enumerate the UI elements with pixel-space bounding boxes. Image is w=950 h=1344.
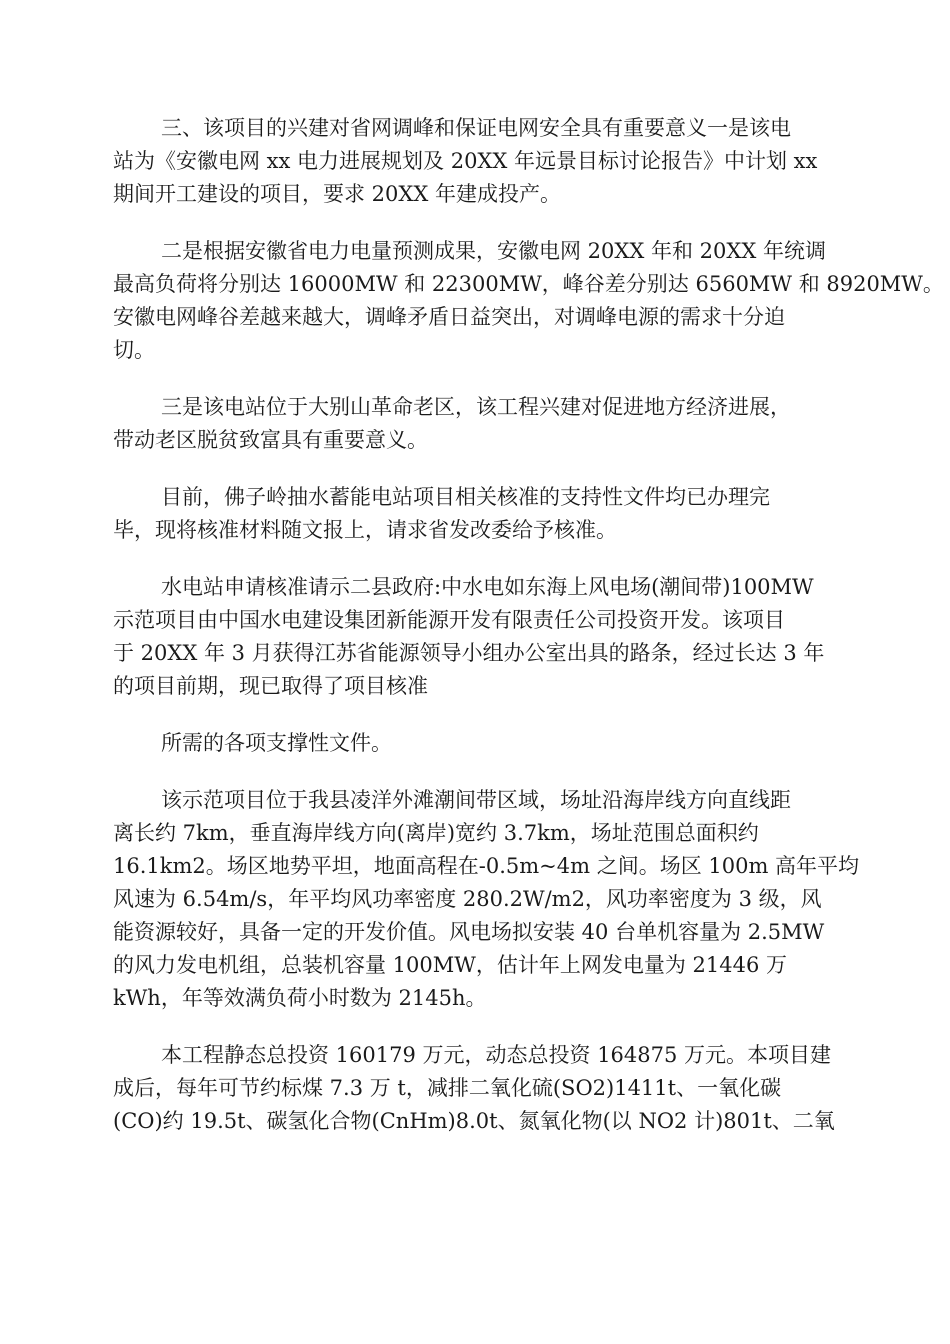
text-line: 三是该电站位于大别山革命老区，该工程兴建对促进地方经济进展， <box>161 395 791 419</box>
text-line: 于 20XX 年 3 月获得江苏省能源领导小组办公室出具的路条，经过长达 3 年 <box>113 641 825 665</box>
text-line: 最高负荷将分别达 16000MW 和 22300MW，峰谷差分别达 6560MW 和 8920MW。 <box>113 272 944 296</box>
text-line: 切。 <box>113 338 155 362</box>
paragraph-wind-farm-request <box>113 571 835 703</box>
text-line: 三、该项目的兴建对省网调峰和保证电网安全具有重要意义一是该电 <box>161 116 791 140</box>
text-line: 的项目前期，现已取得了项目核准 <box>113 674 428 698</box>
text-line: 二是根据安徽省电力电量预测成果，安徽电网 20XX 年和 20XX 年统调 <box>161 239 826 263</box>
text-line: 带动老区脱贫致富具有重要意义。 <box>113 428 428 452</box>
text-line: 能资源较好，具备一定的开发价值。风电场拟安装 40 台单机容量为 2.5MW <box>113 920 825 944</box>
paragraph-region <box>113 391 835 457</box>
text-line: 该示范项目位于我县凌洋外滩潮间带区域，场址沿海岸线方向直线距 <box>161 788 791 812</box>
text-line: 水电站申请核准请示二县政府:中水电如东海上风电场(潮间带)100MW <box>161 575 814 599</box>
paragraph-site-description <box>113 784 860 1015</box>
text-line: 本工程静态总投资 160179 万元，动态总投资 164875 万元。本项目建 <box>161 1043 832 1067</box>
text-line: 安徽电网峰谷差越来越大，调峰矛盾日益突出，对调峰电源的需求十分迫 <box>113 305 785 329</box>
text-line: (CO)约 19.5t、碳氢化合物(CnHm)8.0t、氮氧化物(以 NO2 计)801t、二氧 <box>113 1109 835 1133</box>
text-line: 所需的各项支撑性文件。 <box>161 731 392 755</box>
text-line: 风速为 6.54m/s，年平均风功率密度 280.2W/m2，风功率密度为 3 级，风 <box>113 887 822 911</box>
text-line: 的风力发电机组，总装机容量 100MW，估计年上网发电量为 21446 万 <box>113 953 787 977</box>
text-line: 离长约 7km，垂直海岸线方向(离岸)宽约 3.7km，场址范围总面积约 <box>113 821 759 845</box>
paragraph-significance <box>113 112 835 211</box>
paragraph-load-forecast <box>113 235 944 367</box>
paragraph-investment <box>113 1039 835 1138</box>
text-line: 成后，每年可节约标煤 7.3 万 t，减排二氧化硫(SO2)1411t、一氧化碳 <box>113 1076 782 1100</box>
text-line: 期间开工建设的项目，要求 20XX 年建成投产。 <box>113 182 561 206</box>
document-page <box>113 112 944 1162</box>
text-line: 示范项目由中国水电建设集团新能源开发有限责任公司投资开发。该项目 <box>113 608 785 632</box>
text-line: kWh，年等效满负荷小时数为 2145h。 <box>113 986 487 1010</box>
text-line: 16.1km2。场区地势平坦，地面高程在-0.5m~4m 之间。场区 100m 高年平均 <box>113 854 860 878</box>
paragraph-supporting-files <box>113 727 835 760</box>
paragraph-current-status <box>113 481 835 547</box>
text-line: 站为《安徽电网 xx 电力进展规划及 20XX 年远景目标讨论报告》中计划 xx <box>113 149 818 173</box>
text-line: 毕，现将核准材料随文报上，请求省发改委给予核准。 <box>113 518 617 542</box>
text-line: 目前，佛子岭抽水蓄能电站项目相关核准的支持性文件均已办理完 <box>161 485 770 509</box>
